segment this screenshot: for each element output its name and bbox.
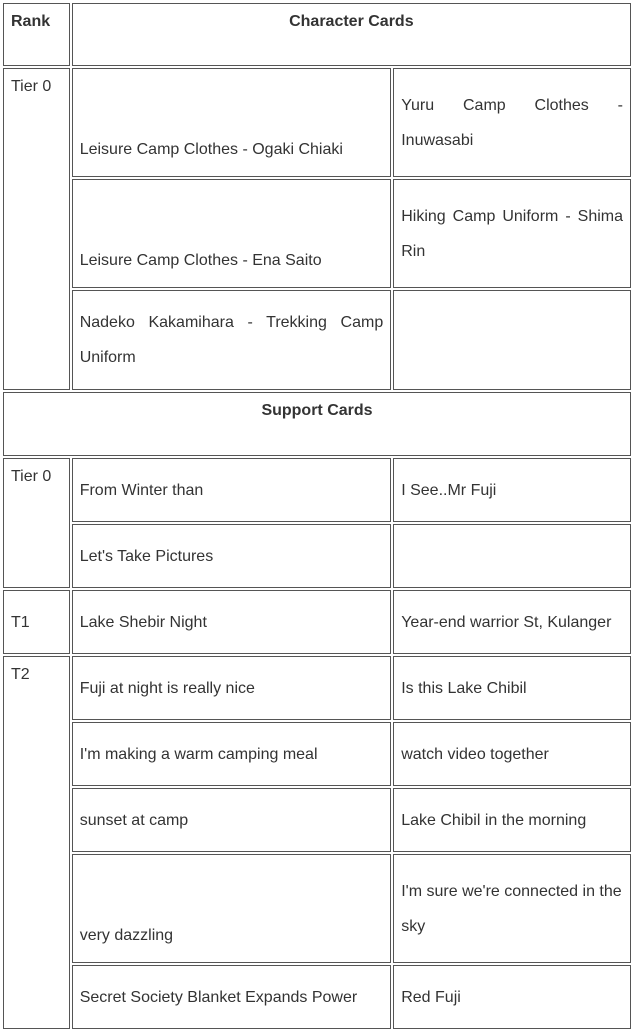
- card-cell: I'm making a warm camping meal: [72, 722, 392, 786]
- table-row: [3, 524, 631, 588]
- card-cell: Leisure Camp Clothes - Ena Saito: [72, 179, 392, 288]
- support-t2-rank: T2: [3, 656, 70, 1029]
- table-row: [3, 68, 631, 177]
- tier-list-table: [1, 1, 633, 1031]
- table-row: [3, 458, 631, 522]
- support-header-row: [3, 392, 631, 456]
- card-cell: Year-end warrior St, Kulanger: [393, 590, 631, 654]
- character-cards-header: Character Cards: [72, 3, 631, 66]
- card-cell: From Winter than: [72, 458, 392, 522]
- support-t1-rank: T1: [3, 590, 70, 654]
- table-row: [3, 179, 631, 288]
- table-header-row: [3, 3, 631, 66]
- card-cell: Lake Chibil in the morning: [393, 788, 631, 852]
- card-cell: Let's Take Pictures: [72, 524, 392, 588]
- card-cell: Red Fuji: [393, 965, 631, 1029]
- support-tier0-rank: Tier 0: [3, 458, 70, 588]
- card-cell-empty: [393, 290, 631, 390]
- table-row: [3, 788, 631, 852]
- support-cards-header: Support Cards: [3, 392, 631, 456]
- rank-header: Rank: [3, 3, 70, 66]
- card-cell: Leisure Camp Clothes - Ogaki Chiaki: [72, 68, 392, 177]
- card-cell: Fuji at night is really nice: [72, 656, 392, 720]
- card-cell: Lake Shebir Night: [72, 590, 392, 654]
- character-tier0-rank: Tier 0: [3, 68, 70, 390]
- card-cell: Yuru Camp Clothes - Inuwasabi: [393, 68, 631, 177]
- card-cell: I'm sure we're connected in the sky: [393, 854, 631, 963]
- table-row: [3, 656, 631, 720]
- card-cell: Is this Lake Chibil: [393, 656, 631, 720]
- table-row: [3, 965, 631, 1029]
- table-row: [3, 290, 631, 390]
- card-cell: I See..Mr Fuji: [393, 458, 631, 522]
- card-cell: sunset at camp: [72, 788, 392, 852]
- card-cell: watch video together: [393, 722, 631, 786]
- table-row: [3, 590, 631, 654]
- card-cell: Hiking Camp Uniform - Shima Rin: [393, 179, 631, 288]
- table-row: [3, 854, 631, 963]
- table-row: [3, 722, 631, 786]
- card-cell: Nadeko Kakamihara - Trekking Camp Uniform: [72, 290, 392, 390]
- card-cell-empty: [393, 524, 631, 588]
- card-cell: very dazzling: [72, 854, 392, 963]
- card-cell: Secret Society Blanket Expands Power: [72, 965, 392, 1029]
